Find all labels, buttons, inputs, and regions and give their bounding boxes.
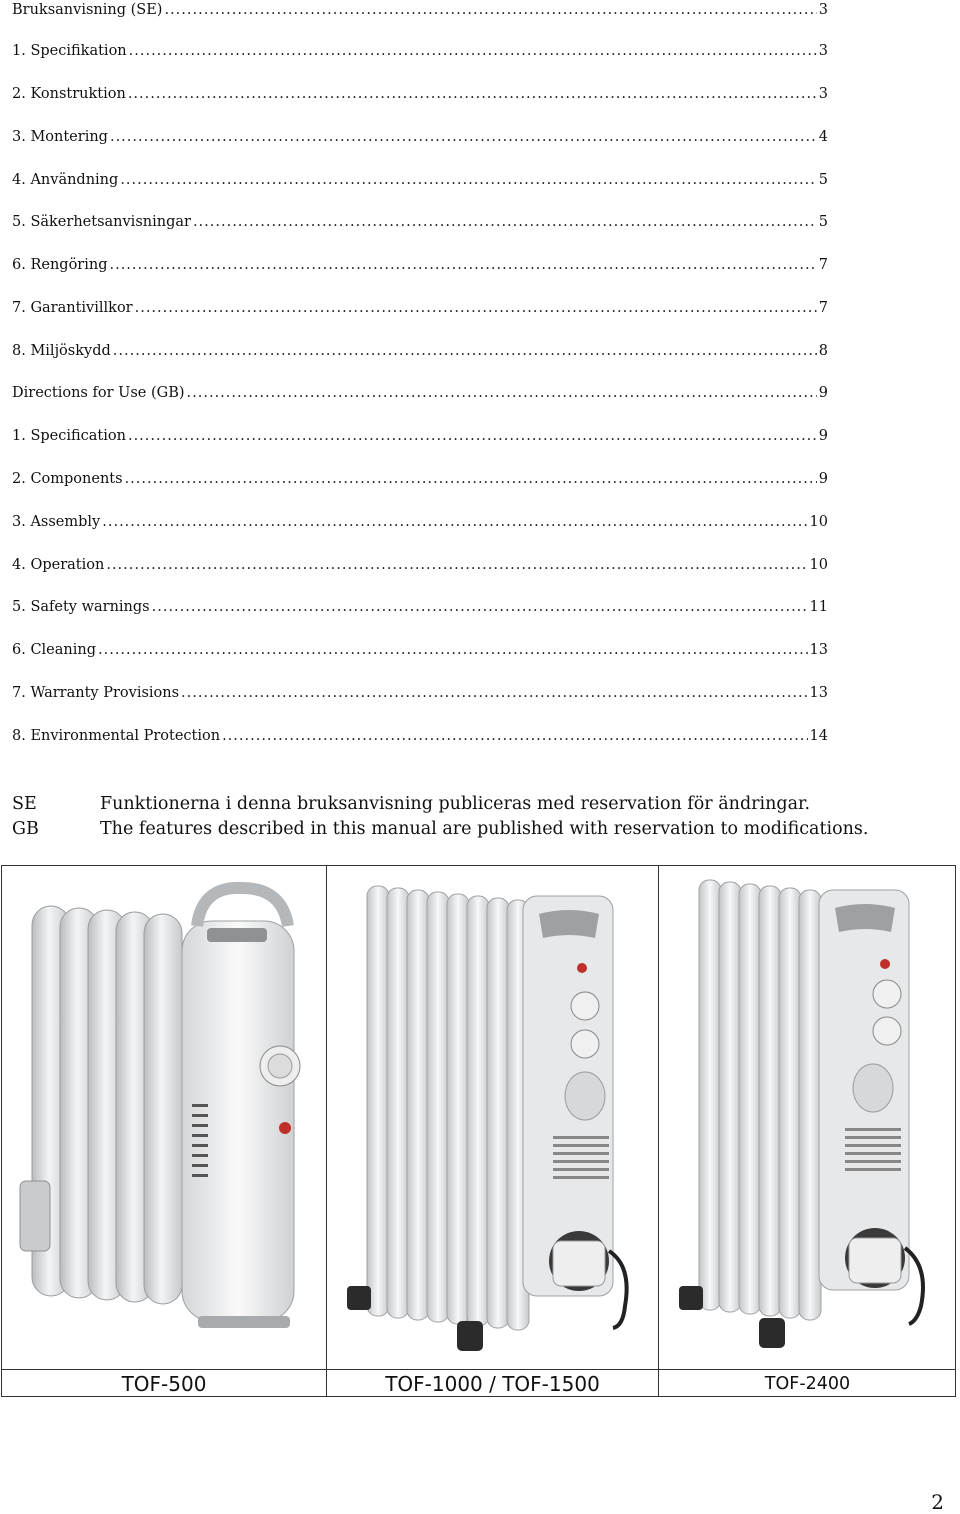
toc-entry[interactable] <box>12 640 828 660</box>
page-number: 2 <box>931 1490 944 1514</box>
product-table <box>1 865 956 1397</box>
toc-label: 3. Assembly <box>12 514 101 530</box>
toc-page: 9 <box>818 471 828 487</box>
toc-page: 7 <box>818 257 828 273</box>
product-image-tof-500 <box>2 866 326 1369</box>
toc-entry[interactable] <box>12 0 828 20</box>
toc-page: 14 <box>809 728 828 744</box>
toc-label: 3. Montering <box>12 129 108 145</box>
toc-label: 4. Operation <box>12 557 105 573</box>
toc-entry[interactable] <box>12 84 828 104</box>
toc-entry[interactable] <box>12 170 828 190</box>
toc-page: 11 <box>809 599 828 615</box>
toc-entry[interactable] <box>12 341 828 361</box>
toc-entry[interactable] <box>12 726 828 746</box>
language-code: SE <box>12 794 37 814</box>
toc-label: 1. Specifikation <box>12 43 127 59</box>
toc-page: 3 <box>818 86 828 102</box>
toc-page: 10 <box>809 514 828 530</box>
toc-entry[interactable] <box>12 512 828 532</box>
toc-entry[interactable] <box>12 41 828 61</box>
toc-label: 4. Användning <box>12 172 119 188</box>
toc-page: 5 <box>818 214 828 230</box>
oil-radiator-7-fin-tall-icon <box>659 866 956 1369</box>
toc-page: 9 <box>818 428 828 444</box>
toc-page: 4 <box>818 129 828 145</box>
product-image-tof-1000-1500 <box>327 866 658 1369</box>
toc-entry[interactable] <box>12 127 828 147</box>
notice-text: Funktionerna i denna bruksanvisning publiceras med reservation för ändringar. <box>100 794 811 814</box>
toc-entry[interactable] <box>12 683 828 703</box>
product-image-tof-2400 <box>659 866 956 1369</box>
toc-entry[interactable] <box>12 597 828 617</box>
toc-entry[interactable] <box>12 426 828 446</box>
language-code: GB <box>12 819 39 839</box>
toc-label: Bruksanvisning (SE) <box>12 2 163 18</box>
toc-page: 5 <box>818 172 828 188</box>
toc-page: 3 <box>818 43 828 59</box>
product-model-label: TOF-1000 / TOF-1500 <box>385 1372 600 1396</box>
toc-label: 2. Components <box>12 471 123 487</box>
toc-label: 5. Safety warnings <box>12 599 150 615</box>
toc-label: 7. Warranty Provisions <box>12 685 180 701</box>
toc-entry[interactable] <box>12 255 828 275</box>
oil-radiator-9-fin-icon <box>327 866 658 1369</box>
toc-page: 13 <box>809 642 828 658</box>
oil-radiator-7-fin-icon <box>2 866 326 1369</box>
toc-page: 7 <box>818 300 828 316</box>
toc-label: Directions for Use (GB) <box>12 385 185 401</box>
toc-label: 6. Rengöring <box>12 257 108 273</box>
toc-entry[interactable] <box>12 469 828 489</box>
toc-entry[interactable] <box>12 383 828 403</box>
toc-entry[interactable] <box>12 212 828 232</box>
product-model-label: TOF-500 <box>121 1372 207 1396</box>
toc-label: 1. Specification <box>12 428 126 444</box>
toc-label: 8. Miljöskydd <box>12 343 111 359</box>
toc-label: 5. Säkerhetsanvisningar <box>12 214 191 230</box>
toc-entry[interactable] <box>12 298 828 318</box>
product-model-label: TOF-2400 <box>764 1374 851 1394</box>
toc-page: 13 <box>809 685 828 701</box>
toc-page: 10 <box>809 557 828 573</box>
notice-text: The features described in this manual are published with reservation to modifications. <box>100 819 869 839</box>
toc-label: 6. Cleaning <box>12 642 96 658</box>
toc-page: 9 <box>818 385 828 401</box>
toc-label: 7. Garantivillkor <box>12 300 133 316</box>
toc-page: 3 <box>818 2 828 18</box>
toc-entry[interactable] <box>12 555 828 575</box>
toc-label: 8. Environmental Protection <box>12 728 221 744</box>
toc-page: 8 <box>818 343 828 359</box>
toc-label: 2. Konstruktion <box>12 86 126 102</box>
